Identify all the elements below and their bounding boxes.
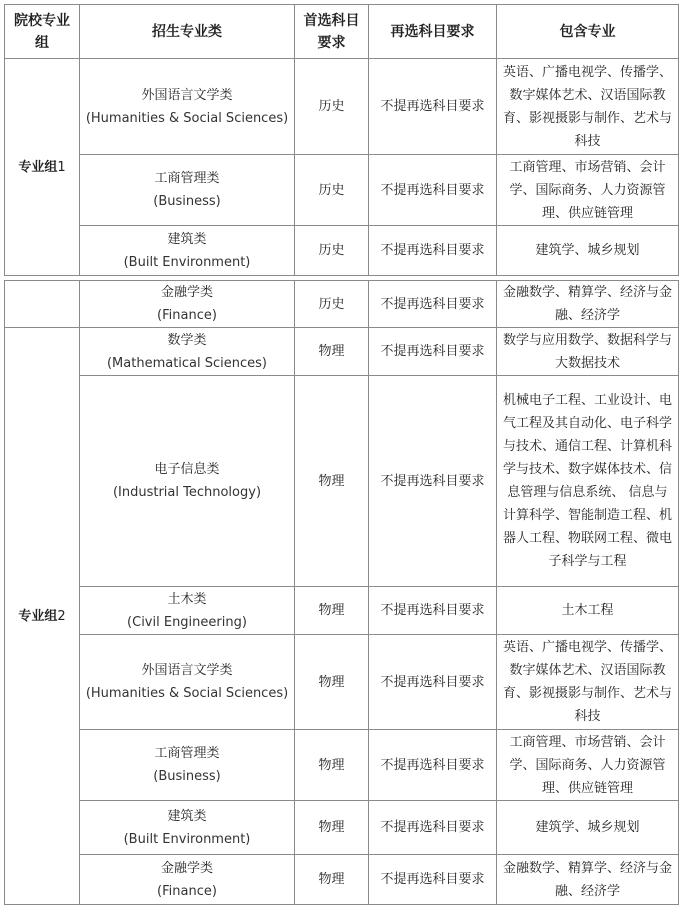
- majors-cell: 英语、广播电视学、传播学、数字媒体艺术、汉语国际教育、影视摄影与制作、艺术与科技: [497, 59, 679, 155]
- second-subject-cell: 不提再选科目要求: [369, 328, 497, 376]
- majors-cell: 数学与应用数学、数据科学与大数据技术: [497, 328, 679, 376]
- second-subject-cell: 不提再选科目要求: [369, 635, 497, 730]
- second-subject-cell: 不提再选科目要求: [369, 155, 497, 226]
- second-subject-cell: 不提再选科目要求: [369, 801, 497, 855]
- second-subject-cell: 不提再选科目要求: [369, 226, 497, 276]
- table-row: [5, 328, 679, 376]
- header-first-subject: 首选科目要求: [295, 5, 369, 59]
- majors-cell: 土木工程: [497, 587, 679, 635]
- header-majors: 包含专业: [497, 5, 679, 59]
- admission-table-part-2: [4, 280, 679, 905]
- header-category: 招生专业类: [80, 5, 295, 59]
- group-cell: 专业组1: [5, 59, 80, 276]
- first-subject-cell: 历史: [295, 281, 369, 328]
- first-subject-cell: 物理: [295, 801, 369, 855]
- second-subject-cell: 不提再选科目要求: [369, 281, 497, 328]
- category-cell: 工商管理类 (Business): [80, 730, 295, 801]
- first-subject-cell: 物理: [295, 376, 369, 587]
- table-row: [5, 801, 679, 855]
- second-subject-cell: 不提再选科目要求: [369, 376, 497, 587]
- category-cell: 建筑类 (Built Environment): [80, 226, 295, 276]
- table-row: [5, 730, 679, 801]
- category-cell: 金融学类 (Finance): [80, 281, 295, 328]
- table-row: [5, 59, 679, 155]
- category-cell: 工商管理类 (Business): [80, 155, 295, 226]
- category-cell: 外国语言文学类 (Humanities & Social Sciences): [80, 635, 295, 730]
- first-subject-cell: 物理: [295, 328, 369, 376]
- category-cell: 土木类 (Civil Engineering): [80, 587, 295, 635]
- majors-cell: 金融数学、精算学、经济与金融、经济学: [497, 281, 679, 328]
- second-subject-cell: 不提再选科目要求: [369, 730, 497, 801]
- majors-cell: 工商管理、市场营销、会计学、国际商务、人力资源管理、供应链管理: [497, 730, 679, 801]
- second-subject-cell: 不提再选科目要求: [369, 855, 497, 905]
- second-subject-cell: 不提再选科目要求: [369, 59, 497, 155]
- majors-cell: 机械电子工程、工业设计、电气工程及其自动化、电子科学与技术、通信工程、计算机科学与技术、数字媒体技术、信息管理与信息系统、 信息与计算科学、智能制造工程、机器人工程、物联网工程、微电子科学与工程: [497, 376, 679, 587]
- majors-cell: 建筑学、城乡规划: [497, 226, 679, 276]
- first-subject-cell: 物理: [295, 855, 369, 905]
- category-cell: 建筑类 (Built Environment): [80, 801, 295, 855]
- first-subject-cell: 物理: [295, 635, 369, 730]
- first-subject-cell: 物理: [295, 587, 369, 635]
- group-cell-empty: [5, 281, 80, 328]
- admission-table-part-1: [4, 4, 679, 276]
- header-group: 院校专业组: [5, 5, 80, 59]
- first-subject-cell: 物理: [295, 730, 369, 801]
- group-cell: 专业组2: [5, 328, 80, 905]
- second-subject-cell: 不提再选科目要求: [369, 587, 497, 635]
- majors-cell: 英语、广播电视学、传播学、数字媒体艺术、汉语国际教育、影视摄影与制作、艺术与科技: [497, 635, 679, 730]
- category-cell: 金融学类 (Finance): [80, 855, 295, 905]
- first-subject-cell: 历史: [295, 226, 369, 276]
- majors-cell: 工商管理、市场营销、会计学、国际商务、人力资源管理、供应链管理: [497, 155, 679, 226]
- first-subject-cell: 历史: [295, 59, 369, 155]
- category-cell: 数学类 (Mathematical Sciences): [80, 328, 295, 376]
- table-row: [5, 587, 679, 635]
- table-row: [5, 855, 679, 905]
- table-row: [5, 226, 679, 276]
- category-cell: 外国语言文学类 (Humanities & Social Sciences): [80, 59, 295, 155]
- majors-cell: 金融数学、精算学、经济与金融、经济学: [497, 855, 679, 905]
- table-row: [5, 635, 679, 730]
- table-row: [5, 281, 679, 328]
- header-second-subject: 再选科目要求: [369, 5, 497, 59]
- header-row: [5, 5, 679, 59]
- majors-cell: 建筑学、城乡规划: [497, 801, 679, 855]
- category-cell: 电子信息类 (Industrial Technology): [80, 376, 295, 587]
- first-subject-cell: 历史: [295, 155, 369, 226]
- table-row: [5, 376, 679, 587]
- table-row: [5, 155, 679, 226]
